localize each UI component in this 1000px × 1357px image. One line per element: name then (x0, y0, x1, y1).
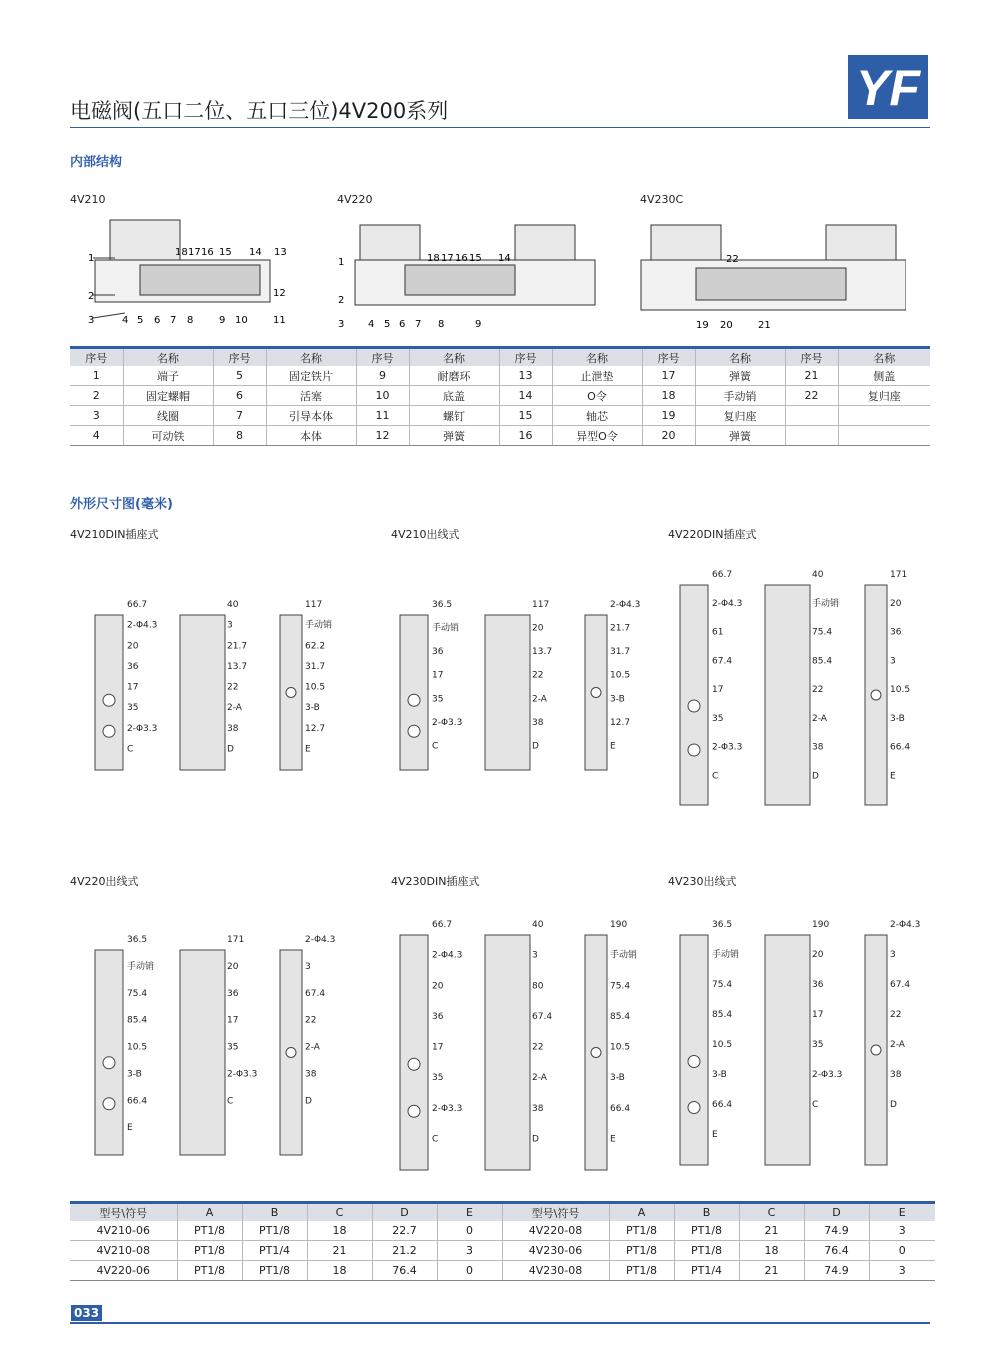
dimension-label: 22 (532, 670, 544, 681)
dimension-label: 手动销 (712, 950, 740, 960)
dimension-label: 2-Φ4.3 (127, 620, 158, 631)
dimension-label: 22 (812, 685, 824, 695)
dimension-label: C (812, 1100, 819, 1110)
svg-text:8: 8 (438, 319, 445, 330)
parts-table-header: 序号 名称 序号 名称 序号 名称 序号 名称 序号 名称 序号 名称 (70, 348, 930, 367)
dimension-label: 67.4 (712, 656, 733, 667)
dimension-label: 36 (432, 647, 444, 658)
dimension-label: 21.7 (610, 623, 631, 634)
dimension-label: 10.5 (127, 1042, 148, 1053)
dimension-label: 10.5 (610, 1042, 631, 1053)
dimension-label: 2-Φ3.3 (127, 723, 158, 734)
page-title: 电磁阀(五口二位、五口三位)4V200系列 (70, 99, 449, 123)
svg-text:3: 3 (88, 315, 95, 326)
dimension-label: 17 (432, 1042, 444, 1053)
svg-text:13: 13 (274, 247, 287, 258)
dimension-label: 3 (890, 950, 896, 960)
dimension-label: 36 (890, 627, 902, 638)
dimension-label: 75.4 (127, 988, 148, 999)
dimension-label: 85.4 (127, 1015, 148, 1026)
dimension-label: 2-Φ4.3 (890, 920, 920, 930)
dimension-label: C (227, 1096, 234, 1107)
dimension-label: 117 (532, 600, 550, 610)
dimension-label: E (305, 744, 311, 755)
svg-text:2: 2 (88, 291, 95, 302)
dimension-label: D (890, 1100, 897, 1110)
dimension-label: 10.5 (712, 1040, 733, 1050)
dimension-label: D (532, 1134, 539, 1145)
dimension-label: 2-Φ4.3 (610, 600, 640, 610)
dimension-label: 35 (812, 1040, 824, 1050)
dimension-label: 190 (610, 920, 628, 930)
dimension-label: 66.7 (127, 600, 148, 610)
dimension-label: 66.4 (890, 742, 911, 753)
dimension-label: 2-Φ4.3 (432, 950, 463, 961)
dimension-label: 3-B (305, 703, 320, 714)
dimension-label: 手动销 (432, 623, 460, 634)
dimension-label: C (712, 771, 719, 782)
dimension-label: 67.4 (305, 988, 326, 999)
dimension-label: 35 (712, 713, 724, 724)
svg-text:15: 15 (219, 247, 232, 258)
svg-text:18: 18 (427, 253, 440, 264)
table-row: 2 固定螺帽 6 活塞 10 底盖 14 O令 18 手动销 22 复归座 (70, 386, 930, 406)
svg-text:22: 22 (726, 254, 739, 265)
dimension-label: 40 (227, 600, 239, 610)
dimension-label: 20 (227, 961, 239, 972)
dimension-label: 20 (127, 641, 139, 652)
dimension-label: 手动销 (812, 598, 840, 609)
dimension-label: 2-Φ3.3 (432, 1103, 463, 1114)
svg-text:9: 9 (475, 319, 482, 330)
dimension-label: 75.4 (610, 981, 631, 992)
dimension-label: 2-Φ4.3 (712, 598, 743, 609)
svg-text:1: 1 (88, 253, 95, 264)
dimension-label: 36 (227, 988, 239, 999)
dimension-label: 17 (127, 682, 139, 693)
dimension-label: 85.4 (610, 1011, 631, 1022)
dimension-label: 12.7 (610, 717, 631, 728)
cross-section-4v220 (335, 215, 605, 330)
dimension-label: 22 (532, 1042, 544, 1053)
dimension-label: 17 (432, 670, 444, 681)
dimension-label: E (712, 1130, 718, 1140)
view-label-4v230-wire: 4V230出线式 (668, 875, 737, 888)
dimension-label: 20 (432, 981, 444, 992)
dimension-label: 85.4 (712, 1010, 733, 1020)
dimension-label: 2-A (890, 1040, 905, 1050)
dimension-label: 38 (532, 717, 544, 728)
section-heading-dimensions: 外形尺寸图(毫米) (70, 497, 173, 512)
svg-text:5: 5 (384, 319, 391, 330)
dimension-label: D (812, 771, 819, 782)
dimension-label: 2-Φ3.3 (432, 717, 463, 728)
dimension-label: D (305, 1096, 312, 1107)
dimension-label: 2-Φ3.3 (712, 742, 743, 753)
dimension-label: 22 (305, 1015, 317, 1026)
dimension-drawing (660, 905, 920, 1175)
dimension-label: 手动销 (305, 620, 333, 631)
title-divider (70, 127, 930, 128)
dimension-label: 62.2 (305, 641, 326, 652)
dimension-label: C (127, 744, 134, 755)
dimension-label: 36 (812, 980, 824, 990)
dimension-label: E (890, 771, 896, 782)
dimension-label: E (610, 1134, 616, 1145)
dimension-label: 80 (532, 981, 544, 992)
dimension-label: C (432, 741, 439, 752)
dimension-label: 3 (227, 620, 233, 631)
dimension-label: 2-A (532, 1073, 547, 1084)
model-table-header: 型号\符号 A B C D E 型号\符号 A B C D E (70, 1203, 935, 1222)
view-label-4v220-wire: 4V220出线式 (70, 875, 139, 888)
dimension-label: 36.5 (712, 920, 733, 930)
table-row: 4V220-06 PT1/8 PT1/8 18 76.4 0 4V230-08 PT1/8 PT1/4 21 74.9 3 (70, 1261, 935, 1281)
svg-text:16: 16 (201, 247, 214, 258)
dimension-label: 67.4 (532, 1011, 553, 1022)
dimension-label: 38 (305, 1069, 317, 1080)
dimension-label: E (610, 741, 616, 752)
dimension-label: 3-B (712, 1070, 727, 1080)
view-label-4v230din: 4V230DIN插座式 (391, 875, 480, 888)
parts-table (70, 346, 930, 446)
dimension-label: 75.4 (712, 980, 733, 990)
svg-text:3: 3 (338, 319, 345, 330)
logo-text: YF (856, 60, 920, 116)
dimension-label: 20 (532, 623, 544, 634)
view-label-4v210din: 4V210DIN插座式 (70, 528, 159, 541)
dimension-label: 66.4 (712, 1100, 733, 1110)
view-label-4v210-wire: 4V210出线式 (391, 528, 460, 541)
dimension-label: 171 (890, 570, 908, 580)
page-number: 033 (71, 1305, 102, 1321)
dimension-label: 21.7 (227, 641, 248, 652)
dimension-label: 12.7 (305, 723, 326, 734)
dimension-label: 38 (532, 1103, 544, 1114)
dimension-label: 66.4 (610, 1103, 631, 1114)
cross-section-4v210 (85, 215, 305, 330)
dimension-label: D (532, 741, 539, 752)
dimension-label: 13.7 (532, 647, 553, 658)
table-row: 4 可动铁 8 本体 12 弹簧 16 异型O令 20 弹簧 (70, 426, 930, 446)
dimension-label: 3 (890, 656, 896, 667)
model-table (70, 1201, 935, 1281)
svg-text:14: 14 (498, 253, 511, 264)
dimension-label: 20 (812, 950, 824, 960)
svg-text:12: 12 (273, 288, 286, 299)
dimension-label: 3-B (610, 694, 625, 705)
svg-text:8: 8 (187, 315, 194, 326)
view-label-4v230c: 4V230C (640, 193, 684, 206)
dimension-label: 22 (227, 682, 239, 693)
svg-text:7: 7 (415, 319, 422, 330)
dimension-label: 3-B (610, 1073, 625, 1084)
svg-text:9: 9 (219, 315, 226, 326)
view-label-4v220din: 4V220DIN插座式 (668, 528, 757, 541)
dimension-label: 手动销 (127, 961, 155, 972)
dimension-label: 31.7 (610, 647, 631, 658)
dimension-label: 3 (532, 950, 538, 961)
dimension-label: 2-Φ3.3 (227, 1069, 258, 1080)
section-heading-internal: 内部结构 (70, 155, 123, 170)
dimension-label: 3-B (890, 713, 905, 724)
svg-text:21: 21 (758, 320, 771, 330)
table-row: 1 端子 5 固定铁片 9 耐磨环 13 止泄垫 17 弹簧 21 侧盖 (70, 366, 930, 386)
dimension-label: 67.4 (890, 980, 911, 990)
dimension-label: 2-A (812, 713, 827, 724)
svg-text:18: 18 (175, 247, 188, 258)
svg-text:19: 19 (696, 320, 709, 330)
dimension-label: 31.7 (305, 661, 326, 672)
dimension-label: 61 (712, 627, 724, 638)
dimension-label: 手动销 (610, 950, 638, 961)
footer-divider (70, 1322, 930, 1324)
dimension-label: 17 (812, 1010, 824, 1020)
svg-text:4: 4 (368, 319, 375, 330)
dimension-label: 10.5 (610, 670, 631, 681)
dimension-label: 35 (432, 1073, 444, 1084)
dimension-drawing (660, 555, 920, 815)
table-row: 4V210-06 PT1/8 PT1/8 18 22.7 0 4V220-08 PT1/8 PT1/8 21 74.9 3 (70, 1221, 935, 1241)
dimension-label: 66.7 (712, 570, 733, 580)
svg-text:16: 16 (455, 253, 468, 264)
dimension-label: 20 (890, 598, 902, 609)
dimension-label: 2-A (227, 703, 242, 714)
brand-logo (848, 55, 928, 119)
dimension-label: 190 (812, 920, 830, 930)
dimension-label: 38 (812, 742, 824, 753)
dimension-label: 40 (532, 920, 544, 930)
dimension-label: 2-Φ3.3 (812, 1070, 843, 1080)
dimension-label: 35 (432, 694, 444, 705)
svg-text:11: 11 (273, 315, 286, 326)
dimension-label: D (227, 744, 234, 755)
dimension-label: 22 (890, 1010, 902, 1020)
dimension-drawing (75, 920, 335, 1165)
svg-text:17: 17 (188, 247, 201, 258)
dimension-label: 35 (227, 1042, 239, 1053)
svg-text:17: 17 (441, 253, 454, 264)
svg-text:1: 1 (338, 257, 345, 268)
dimension-label: 36.5 (432, 600, 453, 610)
dimension-label: C (432, 1134, 439, 1145)
svg-text:7: 7 (170, 315, 177, 326)
dimension-label: 2-Φ4.3 (305, 935, 335, 945)
svg-text:6: 6 (154, 315, 161, 326)
dimension-label: 36 (432, 1011, 444, 1022)
dimension-label: 66.7 (432, 920, 453, 930)
svg-text:6: 6 (399, 319, 406, 330)
svg-text:20: 20 (720, 320, 733, 330)
dimension-label: 35 (127, 703, 139, 714)
dimension-drawing (75, 585, 335, 780)
dimension-label: 13.7 (227, 661, 248, 672)
dimension-drawing (380, 585, 640, 780)
dimension-label: 10.5 (305, 682, 326, 693)
dimension-label: 85.4 (812, 656, 833, 667)
dimension-label: 40 (812, 570, 824, 580)
dimension-label: 117 (305, 600, 323, 610)
view-label-4v220: 4V220 (337, 193, 373, 206)
cross-section-4v230c (636, 220, 906, 330)
dimension-label: 3-B (127, 1069, 142, 1080)
dimension-label: 38 (890, 1070, 902, 1080)
dimension-label: E (127, 1123, 133, 1134)
svg-text:15: 15 (469, 253, 482, 264)
table-row: 4V210-08 PT1/8 PT1/4 21 21.2 3 4V230-06 PT1/8 PT1/8 18 76.4 0 (70, 1241, 935, 1261)
svg-text:4: 4 (122, 315, 129, 326)
dimension-label: 75.4 (812, 627, 833, 638)
dimension-label: 17 (227, 1015, 239, 1026)
dimension-label: 171 (227, 935, 245, 945)
dimension-label: 66.4 (127, 1096, 148, 1107)
svg-text:10: 10 (235, 315, 248, 326)
dimension-drawing (380, 905, 640, 1180)
view-label-4v210: 4V210 (70, 193, 106, 206)
dimension-label: 2-A (305, 1042, 320, 1053)
svg-text:5: 5 (137, 315, 144, 326)
dimension-label: 36 (127, 661, 139, 672)
dimension-label: 10.5 (890, 685, 911, 695)
dimension-label: 17 (712, 685, 724, 695)
table-row: 3 线圈 7 引导本体 11 螺钉 15 轴芯 19 复归座 (70, 406, 930, 426)
dimension-label: 38 (227, 723, 239, 734)
svg-text:2: 2 (338, 295, 345, 306)
dimension-label: 36.5 (127, 935, 148, 945)
dimension-label: 3 (305, 961, 311, 972)
dimension-label: 2-A (532, 694, 547, 705)
svg-text:14: 14 (249, 247, 262, 258)
